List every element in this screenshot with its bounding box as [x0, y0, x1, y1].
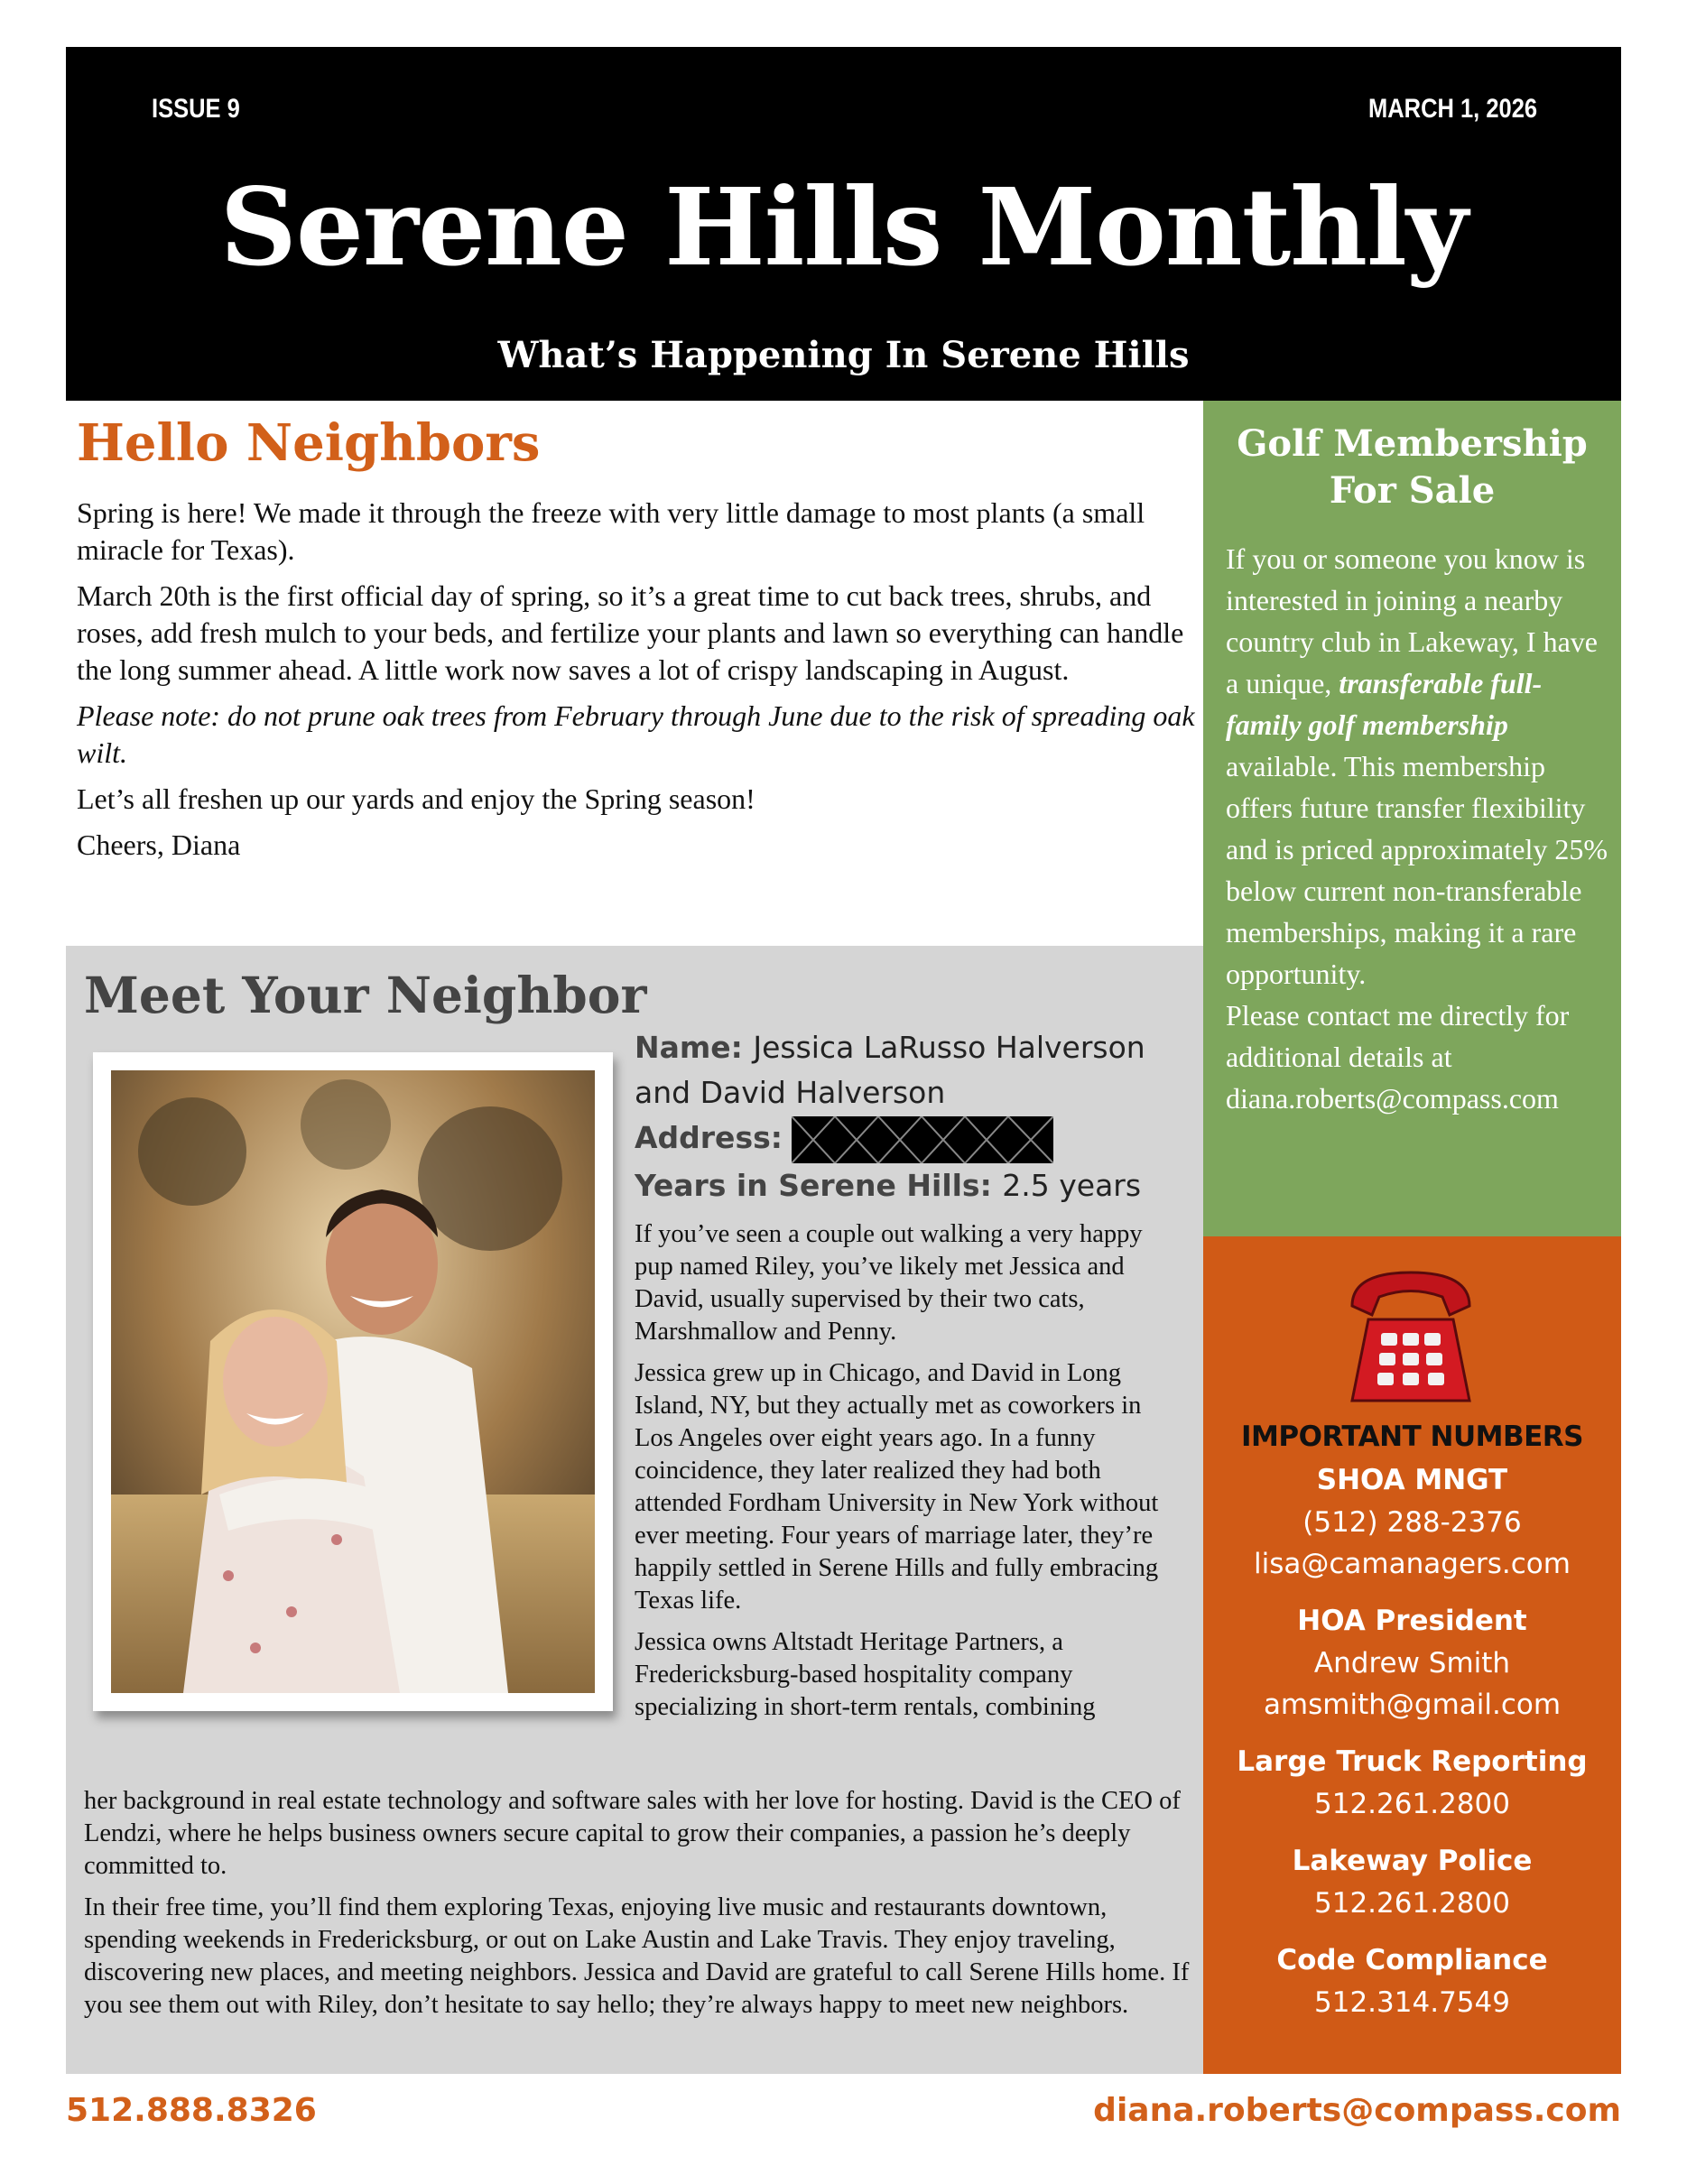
code-label: Code Compliance	[1276, 1944, 1548, 1976]
numbers-title: IMPORTANT NUMBERS	[1240, 1421, 1583, 1453]
hello-paragraph: Spring is here! We made it through the freeze with very little damage to most plants (a small miracle for Texas).	[77, 496, 1145, 566]
golf-body	[1226, 538, 1614, 1119]
couple-photo	[111, 1070, 595, 1693]
masthead	[66, 47, 1621, 401]
shoa-email[interactable]: lisa@camanagers.com	[1254, 1548, 1571, 1580]
hoa-label: HOA President	[1297, 1605, 1527, 1637]
address-row	[635, 1115, 1176, 1163]
meet-neighbor-section	[66, 946, 1203, 2074]
hello-signoff: Cheers, Diana	[77, 828, 241, 861]
shoa-label: SHOA MNGT	[1316, 1464, 1508, 1496]
golf-sidebar	[1203, 401, 1621, 1236]
newsletter-subtitle: What’s Happening In Serene Hills	[497, 334, 1190, 376]
newsletter-title: Serene Hills Monthly	[219, 164, 1468, 290]
telephone-icon	[1343, 1265, 1478, 1408]
neighbor-info	[635, 1025, 1176, 1208]
police-label: Lakeway Police	[1292, 1845, 1533, 1877]
shoa-phone[interactable]: (512) 288-2376	[1302, 1506, 1522, 1539]
meet-story-full	[84, 1785, 1194, 2022]
meet-heading: Meet Your Neighbor	[84, 966, 647, 1024]
years-label: Years in Serene Hills	[635, 1167, 980, 1203]
meet-paragraph: her background in real estate technology and software sales with her love for hosting. David is the CEO of Lendzi, where he helps business owners secure capital to grow their companies, a passion he’s deeply committed to.	[84, 1787, 1181, 1880]
golf-heading: Golf Membership For Sale	[1237, 422, 1588, 512]
meet-paragraph: In their free time, you’ll find them exploring Texas, enjoying live music and restaurants downtown, spending weekends in Fredericksburg, or out on Lake Austin and Lake Travis. They enjoy traveling, discovering new places, and meeting neighbors. Jessica and David are grateful to call Serene Hills home. If you see them out with Riley, don’t hesitate to say hello; they’re always happy to meet new neighbors.	[84, 1893, 1190, 2019]
numbers-sidebar	[1203, 1236, 1621, 2074]
golf-emphasis: transferable full-family golf membership	[1226, 667, 1543, 741]
hello-paragraph: March 20th is the first official day of spring, so it’s a great time to cut back trees, shrubs, and roses, add fresh mulch to your beds, and fertilize your plants and lawn so everything can handle the long summer ahead. A little work now saves a lot of crispy landscaping in August.	[77, 579, 1184, 686]
meet-paragraph: Jessica grew up in Chicago, and David in Long Island, NY, but they actually met as coworkers in Los Angeles over eight years ago. In a funny coincidence, they later realized they had both attended Fordham University in New York without ever meeting. Four years of marriage later, they’re happily settled in Serene Hills and fully embracing Texas life.	[635, 1359, 1159, 1615]
hello-paragraph: Let’s all freshen up our yards and enjoy the Spring season!	[77, 782, 755, 815]
name-label: Name	[635, 1030, 731, 1065]
footer-phone[interactable]: 512.888.8326	[66, 2092, 317, 2129]
couple-photo-frame	[93, 1052, 613, 1711]
meet-paragraph: Jessica owns Altstadt Heritage Partners, a Fredericksburg-based hospitality company specializing in short-term rentals, combining	[635, 1628, 1096, 1721]
name-row: Name: Jessica LaRusso Halverson and David Halverson	[635, 1030, 1145, 1110]
issue-date: MARCH 1, 2026	[1367, 94, 1537, 124]
issue-number: ISSUE 9	[152, 94, 240, 124]
meet-story-column	[635, 1218, 1176, 1724]
years-row: Years in Serene Hills: 2.5 years	[635, 1167, 1142, 1203]
address-label: Address:	[635, 1120, 783, 1155]
hello-heading: Hello Neighbors	[77, 413, 541, 473]
meet-paragraph: If you’ve seen a couple out walking a very happy pup named Riley, you’ve likely met Jessica and David, usually supervised by their two cats, Marshmallow and Penny.	[635, 1220, 1143, 1346]
years-value: 2.5 years	[1002, 1167, 1142, 1203]
hoa-name: Andrew Smith	[1313, 1647, 1511, 1680]
hoa-email[interactable]: amsmith@gmail.com	[1263, 1689, 1562, 1721]
numbers-list	[1203, 1415, 1621, 2023]
police-phone[interactable]: 512.261.2800	[1314, 1887, 1510, 1920]
name-value: Jessica LaRusso Halverson and David Halverson	[635, 1030, 1145, 1110]
golf-contact: Please contact me directly for additional details at diana.roberts@compass.com	[1226, 999, 1570, 1115]
hello-body	[77, 495, 1196, 873]
truck-phone[interactable]: 512.261.2800	[1314, 1788, 1510, 1820]
footer-email[interactable]: diana.roberts@compass.com	[1093, 2092, 1621, 2129]
truck-label: Large Truck Reporting	[1237, 1745, 1588, 1778]
code-phone[interactable]: 512.314.7549	[1314, 1986, 1510, 2019]
hello-note: Please note: do not prune oak trees from February through June due to the risk of spreading oak wilt.	[77, 699, 1195, 769]
golf-paragraph: If you or someone you know is interested in joining a nearby country club in Lakeway, I have a unique, transferable full-family golf membership available. This membership offers future transfer flexibility and is priced approximately 25% below current non-transferable memberships, making it a rare opportunity.	[1226, 542, 1608, 990]
redacted-address	[792, 1116, 1053, 1163]
